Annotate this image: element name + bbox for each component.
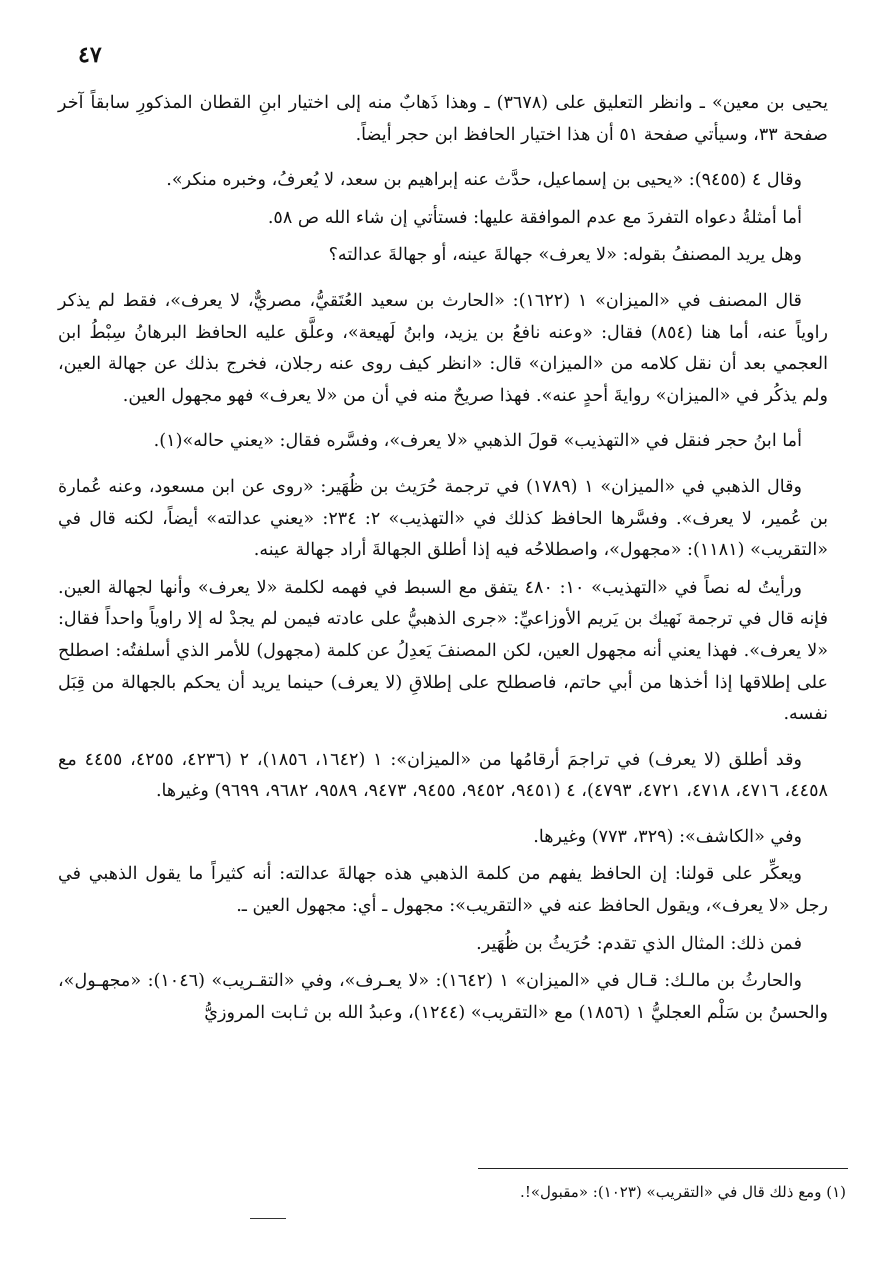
paragraph: وهل يريد المصنفُ بقوله: «لا يعرف» جهالةَ عينه، أو جهالةَ عدالته؟ — [328, 245, 802, 266]
paragraph: والحارثُ بن مالـك: قـال في «الميزان» ١ (١٦٤٢): «لا يعـرف»، وفي «التقـريب» (١٠٤٦): «مجهـول»، والحسنُ بن سَلْم العجليُّ ١ (١٨٥٦) مع «التقريب» (١٢٤٤)، وعبدُ الله بن ثـابت المروزيُّ — [58, 971, 828, 1023]
paragraph: أما أمثلةُ دعواه التفردَ مع عدم الموافقة عليها: فستأتي إن شاء الله ص ٥٨. — [267, 207, 802, 228]
page-number: ٤٧ — [78, 42, 102, 68]
continuation-mark — [250, 1218, 286, 1219]
paragraph: قال المصنف في «الميزان» ١ (١٦٢٢): «الحارث بن سعيد العُتَقيُّ، مصريٌّ، لا يعرف»، فقط لم يذكر راوياً عنه، أما هنا (٨٥٤) فقال: «وعنه نافعُ بن يزيد، وابنُ لَهيعة»، وعلَّق عليه الحافظ البرهانُ سِبْطُ ابن العجمي بعد أن نقل كلامه من «الميزان» قال: «انظر كيف روى عنه رجلان، فخرج بذلك عن جهالة العين، ولم يذكُر في «الميزان» روايةَ أحدٍ عنه». فهذا صريحٌ منه في أن من «لا يعرف» فهو مجهول العين. — [58, 290, 828, 406]
paragraph: وقال ٤ (٩٤٥٥): «يحيى بن إسماعيل، حدَّث عنه إبراهيم بن سعد، لا يُعرفُ، وخبره منكر». — [166, 170, 802, 191]
paragraph: ورأيتُ له نصاً في «التهذيب» ١٠: ٤٨٠ يتفق مع السبط في فهمه لكلمة «لا يعرف» وأنها لجهالة العين. فإنه قال في ترجمة نَهيك بن يَريم الأوزاعيِّ: «جرى الذهبيُّ على عادته فيمن لم يجدْ له إلا راوياً واحداً فقال: «لا يعرف». فهذا يعني أنه مجهول العين، لكن المصنفَ يَعدِلُ عن كلمة (مجهول) للأمر الذي أسلفتُه: اصطلح على إطلاقها إذا أخذها من أبي حاتم، فاصطلح على إطلاقِ (لا يعرف) حينما يريد أن يحكم بالجهالة من قِبَل نفسه. — [58, 577, 828, 725]
paragraph: فمن ذلك: المثال الذي تقدم: حُرَيثُ بن ظُهَير. — [476, 933, 802, 954]
paragraph: وقد أطلق (لا يعرف) في تراجمَ أرقامُها من «الميزان»: ١ (١٦٤٢، ١٨٥٦)، ٢ (٤٢٣٦، ٤٢٥٥، ٤٤٥٥ مع ٤٤٥٨، ٤٧١٦، ٤٧١٨، ٤٧٢١، ٤٧٩٣)، ٤ (٩٤٥١، ٩٤٥٢، ٩٤٥٥، ٩٤٧٣، ٩٥٨٩، ٩٦٨٢، ٩٦٩٩) وغيرها. — [58, 749, 828, 802]
paragraph: ويعكِّر على قولنا: إن الحافظ يفهم من كلمة الذهبي هذه جهالةَ عدالته: أنه كثيراً ما يقول الذهبي في رجل «لا يعرف»، ويقول الحافظ عنه في «التقريب»: مجهول ـ أي: مجهول العين ـ. — [58, 864, 828, 917]
paragraph: يحيى بن معين» ـ وانظر التعليق على (٣٦٧٨) ـ وهذا ذَهابٌ منه إلى اختيار ابنِ القطان المذكورِ سابقاً آخر صفحة ٣٣، وسيأتي صفحة ٥١ أن هذا اختيار الحافظ ابن حجر أيضاً. — [58, 93, 828, 145]
paragraph: أما ابنُ حجر فنقل في «التهذيب» قولَ الذهبي «لا يعرف»، وفسَّره فقال: «يعني حاله»(١). — [153, 431, 802, 452]
paragraph: وقال الذهبي في «الميزان» ١ (١٧٨٩) في ترجمة حُرَيث بن ظُهَير: «روى عن ابن مسعود، وعنه عُمارة بن عُمير، لا يعرف». وفسَّرها الحافظ كذلك في «التهذيب» ٢: ٢٣٤: «يعني عدالته» أيضاً، لكنه قال في «التقريب» (١١٨١): «مجهول»، واصطلاحُه فيه إذا أطلق الجهالةَ أراد جهالة عينه. — [58, 476, 828, 561]
page-body — [58, 88, 828, 1043]
paragraph: وفي «الكاشف»: (٣٢٩، ٧٧٣) وغيرها. — [533, 826, 802, 847]
footnote-divider — [478, 1168, 848, 1169]
footnote: (١) ومع ذلك قال في «التقريب» (١٠٢٣): «مقبول»!. — [520, 1183, 846, 1201]
